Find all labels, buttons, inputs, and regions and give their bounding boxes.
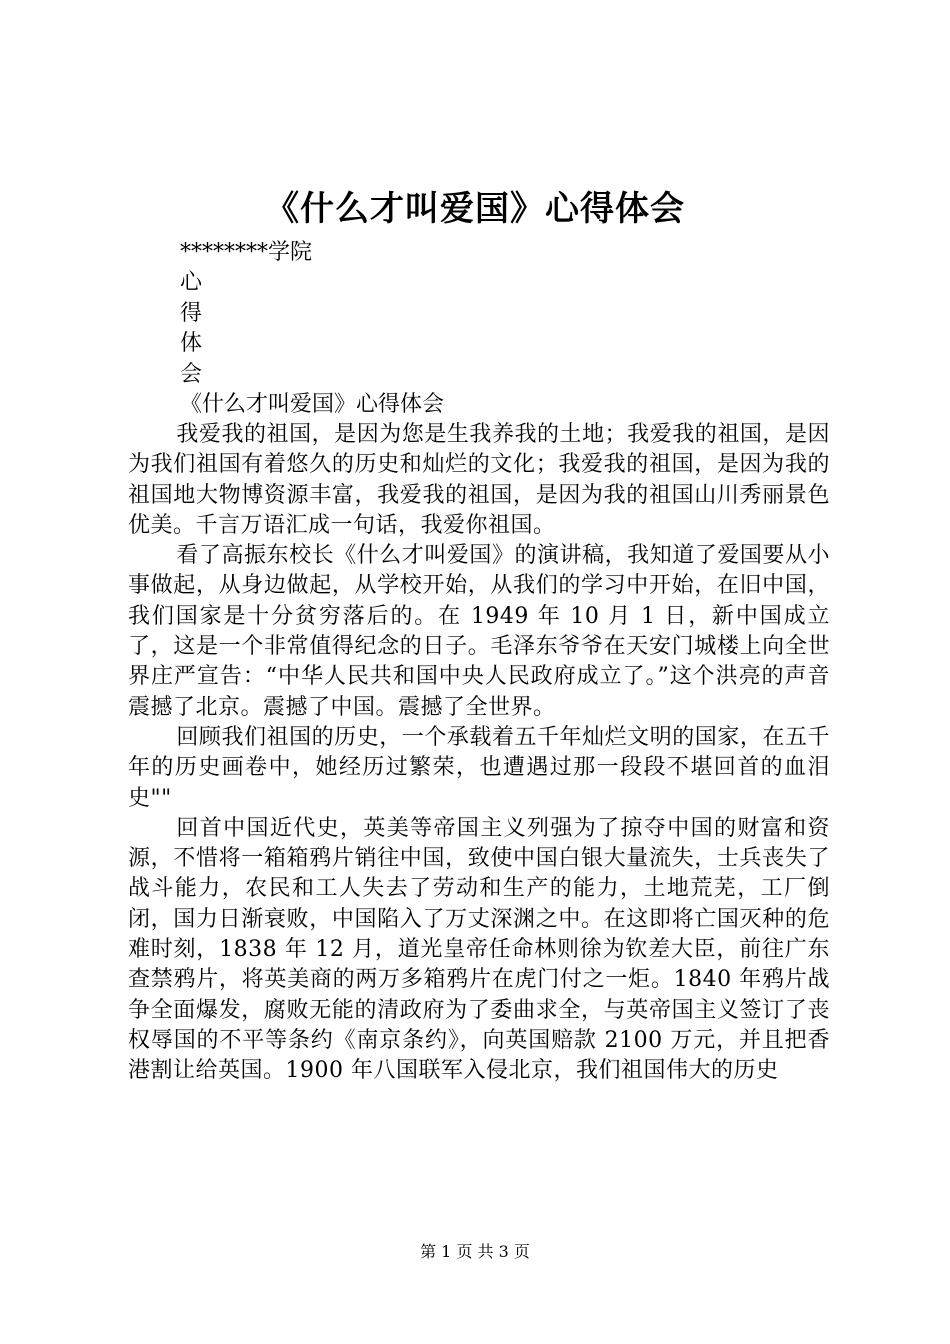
page-footer: 第 1 页 共 3 页 <box>420 1242 530 1261</box>
vertical-heading <box>180 268 202 390</box>
document-body <box>128 420 830 1087</box>
document-title: 《什么才叫爱国》心得体会 <box>265 189 685 229</box>
vertical-char: 心 <box>180 270 203 295</box>
school-name: ********学院 <box>180 240 313 265</box>
vertical-char: 得 <box>180 300 203 326</box>
paragraph: 回首中国近代史，英美等帝国主义列强为了掠夺中国的财富和资源，不惜将一箱箱鸦片销往中国，致使中国白银大量流失，士兵丧失了战斗能力，农民和工人失去了劳动和生产的能力，土地荒芜，工厂倒闭，国力日渐衰败，中国陷入了万丈深渊之中。在这即将亡国灭种的危难时刻，1838 年 12 月，道光皇帝任命林则徐为钦差大臣，前往广东查禁鸦片，将英美商的两万多箱鸦片在虎门付之一炬。1840 年鸦片战争全面爆发，腐败无能的清政府为了委曲求全，与英帝国主义签订了丧权辱国的不平等条约《南京条约》，向英国赔款 2100 万元，并且把香港割让给英国。1900 年八国联军入侵北京，我们祖国伟大的历史 <box>128 815 830 1084</box>
paragraph: 回顾我们祖国的历史，一个承载着五千年灿烂文明的国家，在五千年的历史画卷中，她经历过繁荣，也遭遇过那一段段不堪回首的血泪史"" <box>128 724 830 811</box>
paragraph: 看了高振东校长《什么才叫爱国》的演讲稿，我知道了爱国要从小事做起，从身边做起，从学校开始，从我们的学习中开始，在旧中国，我们国家是十分贫穷落后的。在 1949 年 10 月 1 日，新中国成立了，这是一个非常值得纪念的日子。毛泽东爷爷在天安门城楼上向全世界庄严宣告：“中华人民共和国中央人民政府成立了。”这个洪亮的声音震撼了北京。震撼了中国。震撼了全世界。 <box>128 543 830 720</box>
document-subtitle: 《什么才叫爱国》心得体会 <box>180 392 445 417</box>
vertical-char: 体 <box>180 331 203 356</box>
vertical-char: 会 <box>180 361 203 387</box>
paragraph: 我爱我的祖国，是因为您是生我养我的土地；我爱我的祖国，是因为我们祖国有着悠久的历史和灿烂的文化；我爱我的祖国，是因为我的祖国地大物博资源丰富，我爱我的祖国，是因为我的祖国山川秀丽景色优美。千言万语汇成一句话，我爱你祖国。 <box>128 422 830 538</box>
